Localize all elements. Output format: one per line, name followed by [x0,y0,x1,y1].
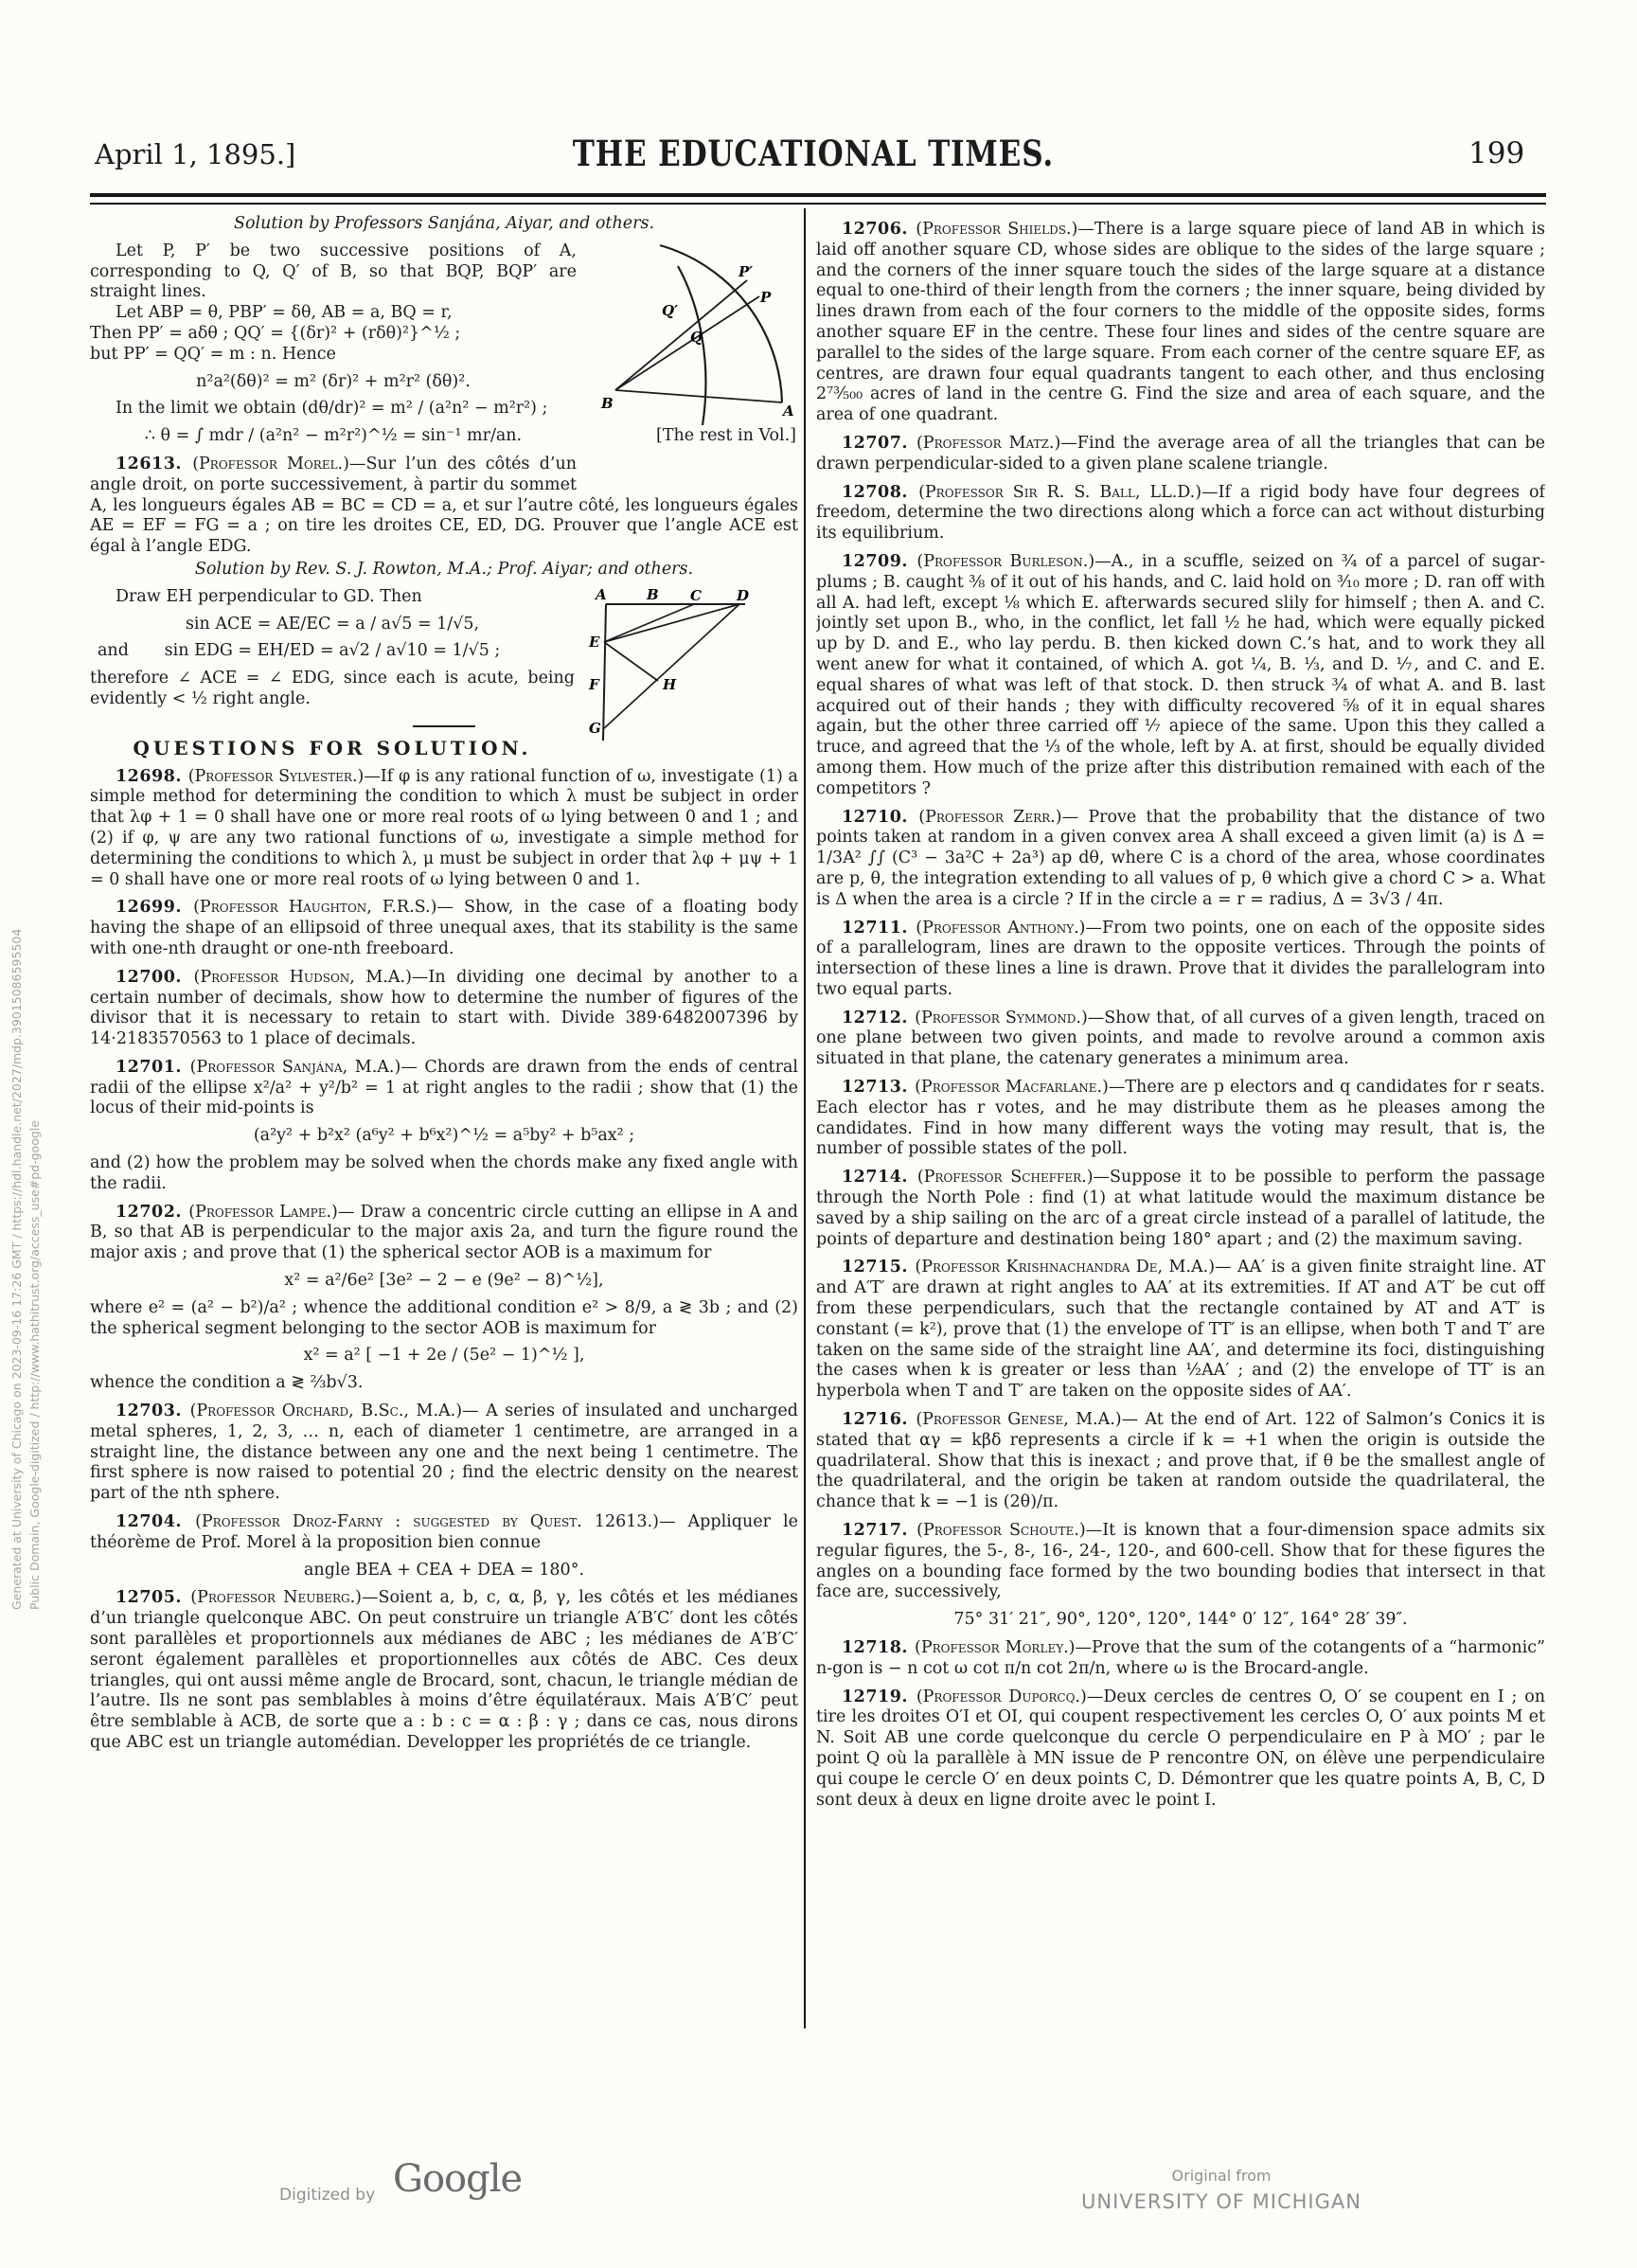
problem-number: 12702. [116,1202,189,1222]
problem [90,968,798,1050]
problem [816,1168,1545,1250]
problem-text-continued: where e² = (a² − b²)/a² ; whence the additional condition e² > 8/9, a ≷ 3b ; and (2) the spherical segment belonging to the sector AOB is maximum for [90,1297,798,1338]
digitized-by-label: Digitized by [279,2186,376,2205]
problem-author: (Professor Symmond.) [915,1008,1088,1027]
problem-number: 12704. [116,1512,196,1532]
problem-number: 12699. [116,898,194,918]
problem-text: —In dividing one decimal by another to a certain number of decimals, show how to determine the number of figures of the divisor that it is necessary to retain to start with. Divide 389·6482007396 by 14·2183570563 to 1 place of decimals. [90,967,798,1049]
problem-text: —Find the average area of all the triangles that can be drawn perpendicular-sided to a given plane scalene triangle. [816,433,1545,473]
problem-text: — Chords are drawn from the ends of central radii of the ellipse x²/a² + y²/b² = 1 at right angles to the radii ; show that (1) the locus of their mid-points is [90,1057,798,1118]
problem-text-continued: and (2) how the problem may be solved when the chords make any fixed angle with the radii. [90,1153,798,1193]
point-label: A [783,402,794,420]
problem-text: —Show that, of all curves of a given length, traced on one plane between two given points, and made to revolve around a common axis situated in that plane, the catenary generates a minimum area. [816,1008,1545,1069]
problem-text: —It is known that a four-dimension space admits six regular figures, the 5-, 8-, 16-, 24-, 120-, and 600-cell. Show that for these figures the angles on a bounding face formed by the two bounding bodies that intersect in that face are, successively, [816,1521,1545,1602]
problem-text: —Soient a, b, c, α, β, γ, les côtés et les médianes d’un triangle quelconque ABC. On peut construire un triangle A′B′C′ dont les côtés sont parallèles et proportionnels aux médianes de ABC ; les médianes de A′B′C′ seront également parallèles et proportionnelles aux côtés de ABC. Ces deux triangles, qui ont aussi même angle de Brocard, sont, chacun, le triangle médian de l’autre. Ils ne sont pas semblables à moins d’être équilatéraux. Mais A′B′C′ peut être semblable à ACB, de sorte que a : b : c = α : β : γ ; dans ce cas, nous dirons que ABC est un triangle automédian. Developper les propriétés de ce triangle. [90,1588,798,1752]
left-column [90,212,798,2002]
problem-number: 12700. [116,967,194,987]
paragraph: Let ABP = θ, PBP′ = δθ, AB = a, BQ = r, [116,303,453,323]
problem-author: (Professor Schoute.) [916,1521,1086,1541]
column-divider-rule [804,208,806,2028]
problem-author: (Professor Droz-Farny : suggested by Quest. 12613.) [195,1512,659,1532]
formula-body: (a²y² + b²x² (a⁶y² + b⁶x²)^½ = a⁵by² + b⁵ax² ; [253,1126,635,1146]
problem [816,1078,1545,1160]
display-formula [90,426,798,447]
problem [816,220,1545,426]
problem [90,1512,798,1554]
problem-author: (Professor Morley.) [915,1638,1076,1657]
problem-author: (Professor Sir R. S. Ball, LL.D.) [918,482,1202,502]
problem-text: — Appliquer le théorème de Prof. Morel à la proposition bien connue [90,1512,798,1552]
problem [816,552,1545,800]
problem-number: 12708. [842,482,919,502]
problem-author: (Professor Sylvester.) [187,766,365,786]
problem-text: —There are p electors and q candidates for r seats. Each elector has r votes, and he may distribute them as he pleases among the candidates. Find in how many different ways the voting may result, that is, the number of possible states of the poll. [816,1078,1545,1159]
institution-label: UNIVERSITY OF MICHIGAN [1081,2190,1361,2213]
point-label: P′ [738,262,754,280]
problem [90,1203,798,1264]
right-column [816,212,1545,2035]
problem-text: — A series of insulated and uncharged metal spheres, 1, 2, 3, … n, each of diameter 1 centimetre, are arranged in a straight line, the distance between any one and the next being 1 centimetre. The first sphere is now raised to potential 20 ; find the electric density on the nearest part of the nth sphere. [90,1402,798,1504]
page-number: 199 [1468,136,1525,170]
margin-provenance-text [8,929,44,1610]
problem-text: —Suppose it to be possible to perform the passage through the North Pole : find (1) at what latitude would the maximum distance be saved by a ship sailing on the arc of a great circle instead of a parallel of latitude, the points of departure and destination being 180° apart ; and (2) the maximum saving. [816,1168,1545,1249]
header-double-rule [90,193,1546,205]
problem-text: — Draw a concentric circle cutting an ellipse in A and B, so that AB is perpendicular to the major axis 2a, and turn the figure round the major axis ; and prove that (1) the spherical sector AOB is a maximum for [90,1202,798,1263]
problem-author: (Professor Hudson, M.A.) [193,967,412,987]
problem-author: (Professor Scheffer.) [916,1168,1094,1188]
point-label: B [647,588,659,603]
problem-author: (Professor Shields.) [916,220,1078,239]
formula-body: angle BEA + CEA + DEA = 180°. [303,1560,585,1580]
problem-number: 12713. [842,1078,916,1098]
point-label: P [760,288,772,306]
problem-number: 12613. [116,454,193,473]
display-formula [90,615,798,635]
point-label: A [596,588,607,603]
problem-author: (Professor Lampe.) [188,1202,338,1222]
problem-author: (Professor Anthony.) [916,918,1086,938]
display-formula [816,1610,1545,1631]
display-formula [90,372,798,393]
provenance-line-2: Public Domain, Google-digitized / http://www.hathitrust.org/access_use#pd-google [27,1120,42,1610]
problem [90,455,798,558]
problem-text: — Prove that the probability that the distance of two points taken at random in a given convex area A shall exceed a given limit (a) is Δ = 1/3A² ∫∫ (C³ − 3a²C + 2a³) ap dθ, where C is a chord of the area, whose coordinates are p, θ, the integration extending to all values of p, θ which give a chord C > a. What is Δ when the area is a circle ? If in the circle a = r = radius, Δ = 3√3 / 4π. [816,807,1545,909]
paragraph: Then PP′ = aδθ ; QQ′ = {(δr)² + (rδθ)²}^½ ; [90,323,461,343]
problem [816,919,1545,1001]
problem-text: —From two points, one on each of the opposite sides of a parallelogram, lines are drawn to the opposite vertices. Through the points of intersection of these lines a line is drawn. Prove that it divides the parallelogram into two equal parts. [816,918,1545,999]
problem-number: 12709. [842,551,917,571]
formula-body: x² = a²/6e² [3e² − 2 − e (9e² − 8)^½], [284,1271,604,1291]
display-formula [90,1561,798,1581]
paragraph: Let P, P′ be two successive positions of A, corresponding to Q, Q′ of B, so that BQP, BQP′ are straight lines. [90,241,577,302]
problem-number: 12698. [116,766,188,786]
problem [90,1058,798,1119]
problem-number: 12719. [842,1687,916,1706]
point-label: D [737,588,750,604]
problem-text: —Sur l’un des côtés d’un angle droit, on porte successivement, à partir du sommet A, les longueurs égales AB = BC = CD = a, et sur l’autre côté, les longueurs égales AE = EF = FG = a ; on tire les droites CE, ED, DG. Prouver que l’angle ACE est égal à l’angle EDG. [90,454,798,557]
problem-number: 12701. [116,1057,190,1077]
problem-author: (Professor Zerr.) [918,807,1062,827]
problem-text: —Prove that the sum of the cotangents of a “harmonic” n-gon is − n cot ω cot π/n cot 2π/n, where ω is the Brocard-angle. [816,1638,1545,1678]
formula-body: x² = a² [ −1 + 2e / (5e² − 1)^½ ], [303,1346,585,1366]
footer-right [1032,2167,1411,2213]
problem-author: (Professor Haughton, F.R.S.) [193,898,437,918]
small-arc [678,266,705,425]
formula-lead: and [98,641,129,661]
point-label: G [589,719,601,737]
problem-text: — At the end of Art. 122 of Salmon’s Conics it is stated that αγ = kβδ represents a circle if k = +1 when the origin is outside the quadrilateral. Show that this is inexact ; and prove that, if θ be the smallest angle of the quadrilateral, and the origin be taken at random outside the quadrilateral, the chance that k = −1 is (2θ)/π. [816,1410,1545,1512]
problem-text: —A., in a scuffle, seized on ¾ of a parcel of sugar-plums ; B. caught ⅜ of it out of his hands, and C. laid hold on ³⁄₁₀ more ; D. ran off with all A. had left, except ⅛ which E. afterwards secured slily for himself ; then A. and C. jointly set upon B., who, in the conflict, let fall ½ he had, which were equally picked up by D. and E., who lay perdu. B. then kicked down C.’s hat, and to work they all went anew for what it contained, of which A. got ¼, B. ⅓, and D. ⅐, and C. and E. equal shares of what was left of that stock. D. then struck ¾ of what A. and B. last acquired out of their hands ; they with difficulty recovered ⅝ of it in equal shares again, but the other three carried off ⅐ apiece of the same. Upon this they called a truce, and agreed that the ⅓ of the whole, left by A. at first, should be equally divided among them. How much of the prize after this distribution remained with each of the competitors ? [816,551,1545,798]
display-formula [90,1271,798,1292]
problem [816,808,1545,911]
point-label: F [589,675,599,693]
paragraph: but PP′ = QQ′ = m : n. Hence [90,344,336,364]
problem [90,898,798,959]
point-label: C [690,588,702,604]
solution-heading: Solution by Professors Sanjána, Aiyar, and others. [233,214,655,233]
problem-text: —If a rigid body have four degrees of freedom, determine the two directions along which a force can act without disturbing its equilibrium. [816,482,1545,544]
problem-number: 12711. [842,918,916,938]
point-label: B [601,394,614,412]
problem-text: — AA′ is a given finite straight line. AT and A′T′ are drawn at right angles to AA′ at its extremities. If AT and A′T′ be cut off from these perpendiculars, such that the rectangle contained by AT and A′T′ is constant (= k²), prove that (1) the envelope of TT′ is an ellipse, when both T and T′ are taken on the same side of the straight line AA′, and determine its foci, distinguishing the cases when k is greater or less than ½AA′ ; and (2) the envelope of TT′ is an hyperbola when T and T′ are taken on the opposite sides of AA′. [816,1258,1545,1402]
problem-author: (Professor Morel.) [192,454,349,473]
problem [90,1402,798,1505]
solution-heading: Solution by Rev. S. J. Rowton, M.A.; Prof. Aiyar; and others. [194,559,694,579]
point-label: Q′ [662,301,679,319]
problem-number: 12706. [842,220,916,239]
point-label: H [663,675,677,693]
issue-date: April 1, 1895.] [95,138,296,170]
problem-number: 12716. [842,1410,916,1430]
formula-annotation: [The rest in Vol.] [656,426,796,446]
problem-number: 12712. [842,1008,916,1027]
problem-author: (Professor Neuberg.) [190,1588,362,1608]
formula-body: 75° 31′ 21″, 90°, 120°, 120°, 144° 0′ 12″, 164° 28′ 39″. [953,1610,1408,1630]
problem [816,1258,1545,1402]
point-label: E [589,633,600,651]
problem-number: 12718. [842,1638,916,1657]
problem-text: —If φ is any rational function of ω, investigate (1) a simple method for determining the condition to which λ must be subject in order that λφ + 1 = 0 shall have one or more real roots of ω lying between 0 and 1 ; and (2) if φ, ψ are any two rational functions of ω, investigate a simple method for determining the conditions to which λ, μ must be subject in order that λφ + μψ + 1 = 0 shall have one or more real roots of ω lying between 0 and 1. [90,766,798,889]
problem-text: — Show, in the case of a floating body having the shape of an ellipsoid of three unequal axes, that its stability is the same with one-nth draught or one-nth freeboard. [90,898,798,958]
problem-text: —Deux cercles de centres O, O′ se coupent en I ; on tire les droites O′I et OI, qui coupent respectivement les cercles O, O′ aux points M et N. Soit AB une corde quelconque du cercle O perpendiculaire en P à MO′ ; par le point Q où la parallèle à MN issue de P rencontre ON, on élève une perpendiculaire qui coupe le cercle O′ en deux points C, D. Démontrer que les quatre points A, B, C, D sont deux à deux en ligne droite avec le point I. [816,1687,1545,1810]
problem-number: 12714. [842,1168,917,1188]
problem-text: —There is a large square piece of land AB in which is laid off another square CD, whose sides are oblique to the sides of the large square ; and the corners of the inner square touch the sides of the large square at a distance equal to one-third of their length from the corners ; the inner square, being divided by lines drawn from each of the four corners to the middle of the opposite sides, forms another square EF in the centre. These four lines and sides of the centre square are parallel to the sides of the large square. From each corner of the centre square EF, as centres, are drawn four equal quadrants tangent to each other, and thus enclosing 2⁷³⁄₅₀₀ acres of land in the centre G. Find the size and area of each square, and the area of one quadrant. [816,220,1545,425]
formula-body: n²a²(δθ)² = m² (δr)² + m²r² (δθ)². [196,371,471,391]
problem [90,767,798,891]
problem [90,1588,798,1753]
problem [816,1009,1545,1070]
paragraph: Draw EH perpendicular to GD. Then [116,586,422,606]
display-formula [90,1126,798,1147]
problem-author: (Professor Sanjána, M.A.) [189,1057,401,1077]
section-heading: QUESTIONS FOR SOLUTION. [133,736,532,759]
display-formula [90,1346,798,1366]
problem [816,483,1545,545]
provenance-line-1: Generated at University of Chicago on 2023-09-16 17:26 GMT / https://hdl.handle.net/2027/mdp.39015086595504 [9,928,24,1610]
problem-author: (Professor Matz.) [916,433,1061,453]
problem-author: (Professor Genese, M.A.) [916,1410,1122,1430]
problem-author: (Professor Burleson.) [916,551,1095,571]
display-formula [90,641,798,662]
google-logo: Google [393,2157,523,2201]
problem-number: 12707. [842,433,916,453]
problem-number: 12717. [842,1521,917,1541]
masthead-title: THE EDUCATIONAL TIMES. [572,133,1055,174]
problem [816,434,1545,475]
original-from-label: Original from [1171,2167,1272,2185]
problem-author: (Professor Duporcq.) [916,1687,1087,1706]
problem-author: (Professor Orchard, B.Sc., M.A.) [189,1402,463,1421]
problem-number: 12705. [116,1588,191,1608]
problem [816,1638,1545,1680]
problem [816,1410,1545,1513]
problem-author: (Professor Macfarlane.) [915,1078,1109,1098]
section-divider [413,725,475,727]
problem-number: 12715. [842,1258,916,1277]
figure-right-angle-svg [588,589,798,748]
problem-author: (Professor Krishnachandra De, M.A.) [915,1258,1216,1277]
problem-number: 12710. [842,807,919,827]
paragraph: In the limit we obtain (dθ/dr)² = m² / (a²n² − m²r²) ; [116,399,548,419]
formula-body: ∴ θ = ∫ mdr / (a²n² − m²r²)^½ = sin⁻¹ mr/an. [144,426,523,446]
problem [816,1521,1545,1603]
point-label: Q [690,328,703,346]
problem [816,1688,1545,1812]
problem-number: 12703. [116,1402,190,1421]
formula-body: sin EDG = EH/ED = a√2 / a√10 = 1/√5 ; [164,641,501,661]
problem-text-continued: whence the condition a ≷ ⅔b√3. [90,1373,364,1393]
formula-body: sin ACE = AE/EC = a / a√5 = 1/√5, [185,614,480,634]
paragraph: therefore ∠ ACE = ∠ EDG, since each is acute, being evidently < ½ right angle. [90,669,575,708]
